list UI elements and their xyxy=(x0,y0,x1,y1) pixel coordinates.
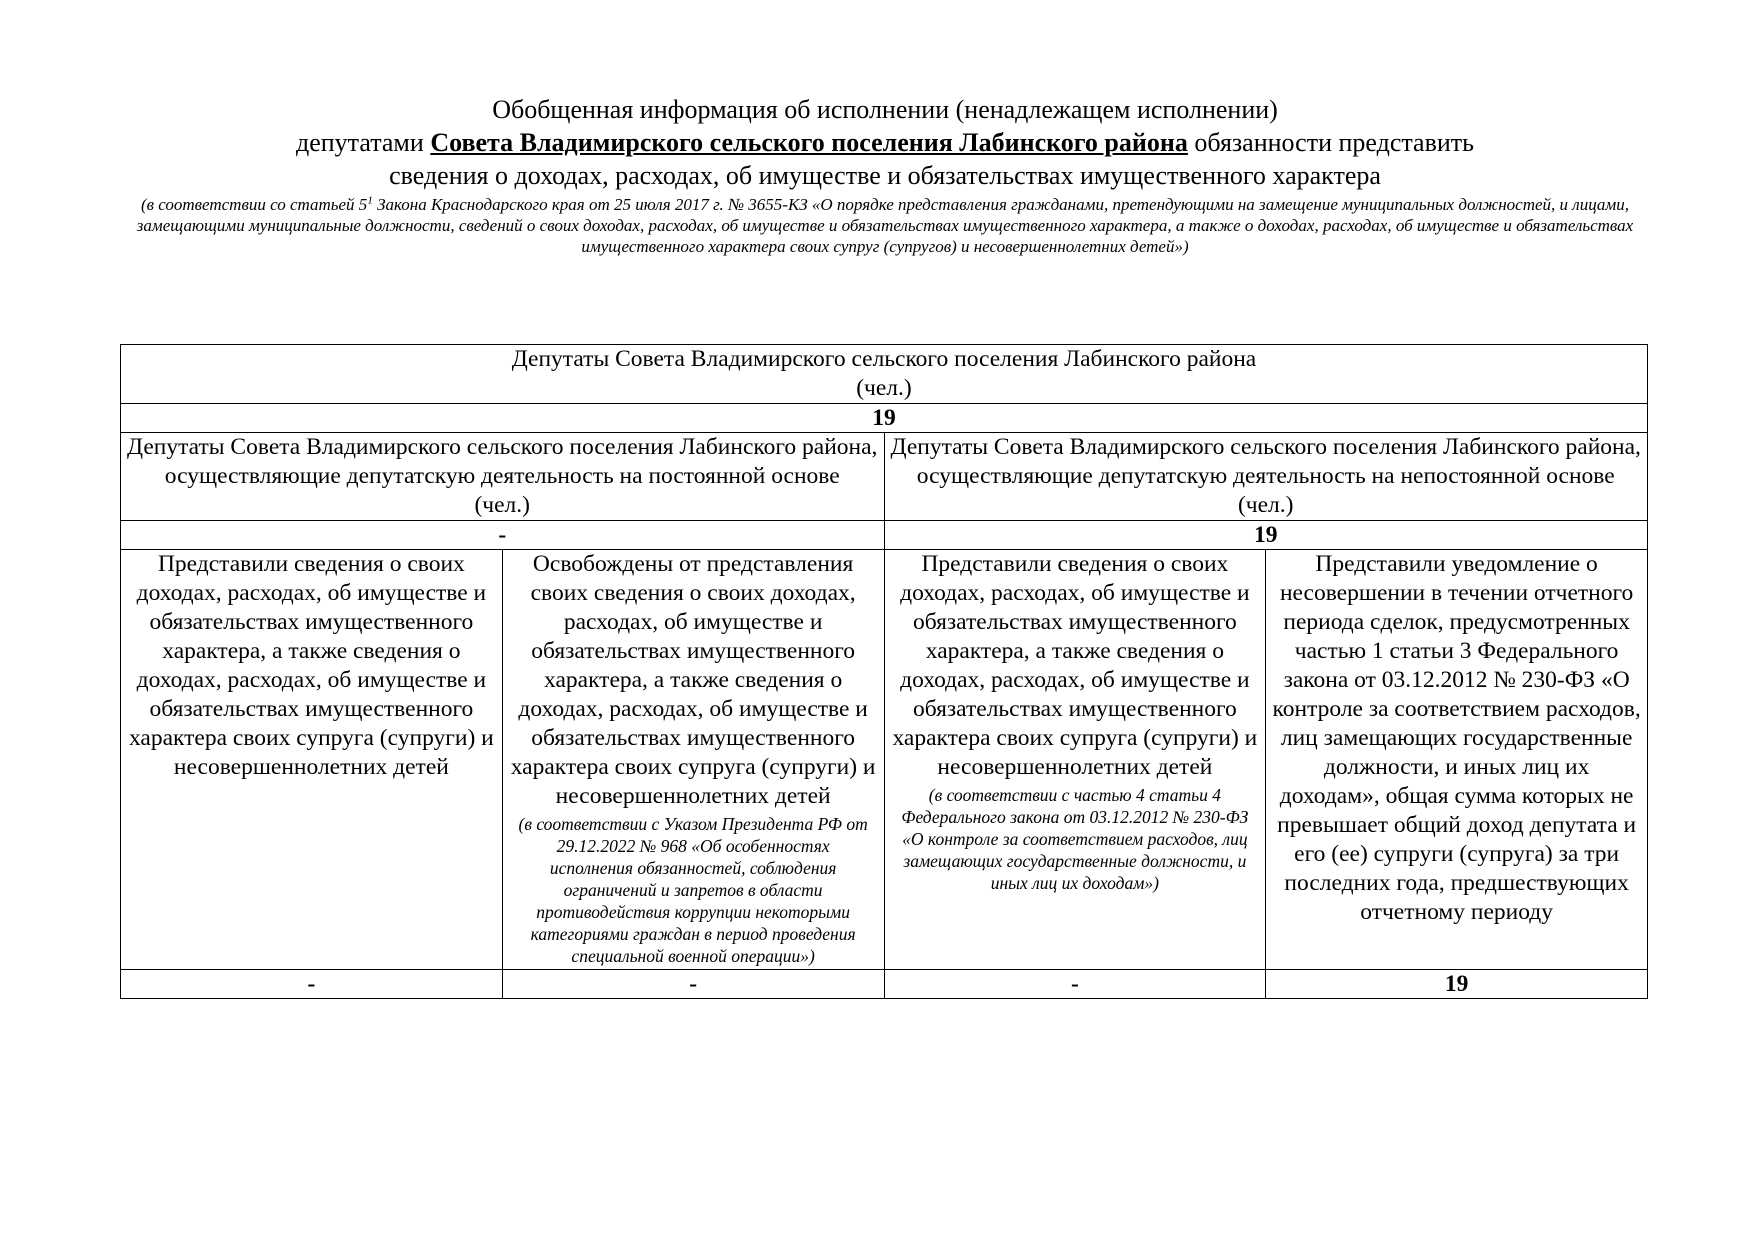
column-nonpermanent-submitted-text: Представили сведения о своих доходах, расходах, об имуществе и обязательствах имущественного характера, а также сведения о доходах, расходах, об имуществе и обязательствах имущественного характера своих супруга (супруги) и несовершеннолетних детей xyxy=(892,551,1258,780)
column-permanent-submitted-text: Представили сведения о своих доходах, расходах, об имуществе и обязательствах имущественного характера, а также сведения о доходах, расходах, об имуществе и обязательствах имущественного характера своих супруга (супруги) и несовершеннолетних детей xyxy=(128,551,494,780)
total-count: 19 xyxy=(121,404,1648,433)
column-permanent-exempt-note: (в соответствии с Указом Президента РФ от 29.12.2022 № 968 «Об особенностях исполнения обязанностей, соблюдения ограничений и запретов в области противодействия коррупции некоторыми категориями граждан в период проведения специальной военной операции») xyxy=(518,814,868,966)
document-header xyxy=(120,93,1650,257)
permanent-total: - xyxy=(121,521,885,550)
column-permanent-exempt-text: Освобождены от представления своих сведения о своих доходах, расходах, об имуществе и обязательствах имущественного характера, а также сведения о доходах, расходах, об имуществе и обязательствах имущественного характера своих супруга (супруги) и несовершеннолетних детей xyxy=(510,551,876,809)
value-nonpermanent-notice: 19 xyxy=(1266,970,1648,999)
title-suffix: обязанности представить xyxy=(1187,128,1475,157)
column-nonpermanent-submitted xyxy=(884,550,1266,970)
value-permanent-submitted: - xyxy=(121,970,503,999)
total-header-label: Депутаты Совета Владимирского сельского поселения Лабинского района xyxy=(511,346,1257,372)
organization-name: Совета Владимирского сельского поселения Лабинского района xyxy=(430,128,1188,157)
legal-note-part-1: (в соответствии со статьей 5 xyxy=(140,195,368,214)
nonpermanent-header-label: Депутаты Совета Владимирского сельского поселения Лабинского района, осуществляющие депутатскую деятельность на непостоянной основе xyxy=(890,434,1641,489)
permanent-header-label: Депутаты Совета Владимирского сельского поселения Лабинского района, осуществляющие депутатскую деятельность на постоянной основе xyxy=(127,434,878,489)
permanent-header-unit: (чел.) xyxy=(474,492,530,518)
value-nonpermanent-submitted: - xyxy=(884,970,1266,999)
title-line-2 xyxy=(120,126,1650,159)
table-row xyxy=(121,404,1648,433)
table-row xyxy=(121,550,1648,970)
table-row xyxy=(121,970,1648,999)
column-nonpermanent-notice xyxy=(1266,550,1648,970)
legal-note-part-2: Закона Краснодарского края от 25 июля 2017 г. № 3655-КЗ «О порядке представления гражданами, претендующими на замещение муниципальных должностей, и лицами, замещающими муниципальные должности, сведений о своих доходах, расходах, об имуществе и обязательствах имущественного характера, а также о доходах, расходах, об имуществе и обязательствах имущественного характера своих супруг (супругов) и несовершеннолетних детей») xyxy=(136,195,1634,256)
nonpermanent-header-unit: (чел.) xyxy=(1237,492,1294,518)
title-line-1: Обобщенная информация об исполнении (ненадлежащем исполнении) xyxy=(492,95,1278,124)
total-header-cell xyxy=(121,345,1648,404)
value-permanent-exempt: - xyxy=(502,970,884,999)
permanent-header-cell xyxy=(121,433,885,521)
article-superscript: 1 xyxy=(367,194,373,207)
nonpermanent-total: 19 xyxy=(884,521,1648,550)
total-header-unit: (чел.) xyxy=(856,375,912,401)
deputies-report-table xyxy=(120,344,1648,999)
column-nonpermanent-submitted-note: (в соответствии с частью 4 статьи 4 Федерального закона от 03.12.2012 № 230-ФЗ «О контроле за соответствием расходов, лиц замещающих государственные должности, и иных лиц их доходам») xyxy=(901,785,1249,893)
title-prefix: депутатами xyxy=(295,128,431,157)
nonpermanent-header-cell xyxy=(884,433,1648,521)
table-row xyxy=(121,433,1648,521)
table-row xyxy=(121,521,1648,550)
title-line-3: сведения о доходах, расходах, об имуществе и обязательствах имущественного характера xyxy=(389,161,1381,190)
legal-basis-note xyxy=(135,194,1635,257)
column-permanent-submitted xyxy=(121,550,503,970)
column-permanent-exempt xyxy=(502,550,884,970)
table-row xyxy=(121,345,1648,404)
column-nonpermanent-notice-text: Представили уведомление о несовершении в течении отчетного периода сделок, предусмотренных частью 1 статьи 3 Федерального закона от 03.12.2012 № 230-ФЗ «О контроле за соответствием расходов, лиц замещающих государственные должности, и иных лиц их доходам», общая сумма которых не превышает общий доход депутата и его (ее) супруги (супруга) за три последних года, предшествующих отчетному периоду xyxy=(1272,551,1641,925)
